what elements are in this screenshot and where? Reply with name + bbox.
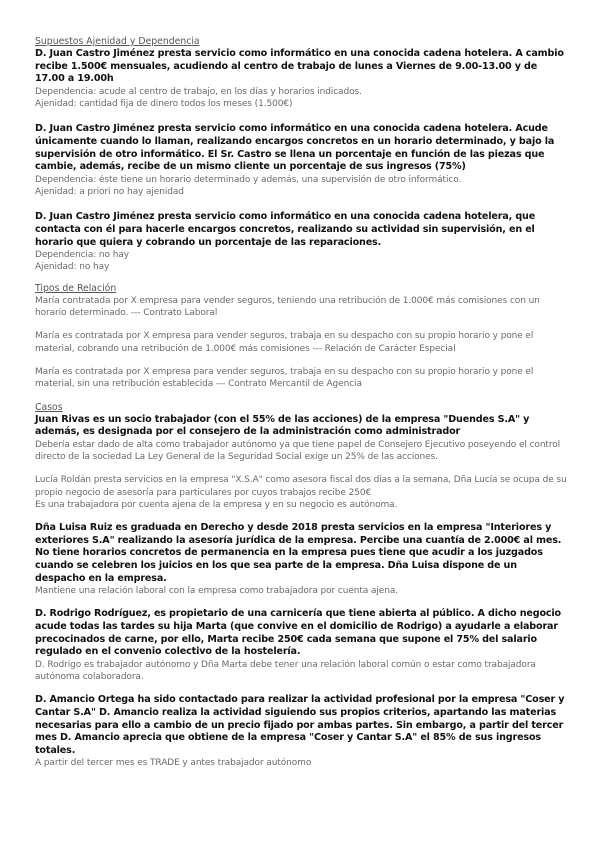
section-heading-tipos: Tipos de Relación (35, 282, 117, 294)
case-statement: D. Juan Castro Jiménez presta servicio como informático en una conocida cadena hotelera. Acude únicamente cuando lo llaman, realizando encargos concretos en un horario determinado, y bajo la supervisión de otro informático. El Sr. Castro se llena un porcentaje en función de las piezas que cambie, además, recibe de un mismo cliente un porcentaje de sus ingresos (75%) (35, 123, 555, 173)
case-dependencia: Dependencia: éste tiene un horario determinado y además, una supervisión de otro informático. (35, 174, 462, 185)
case-statement: D. Juan Castro Jiménez presta servicio como informático en una conocida cadena hotelera. A cambio recibe 1.500€ mensuales, acudiendo al centro de trabajo de lunes a Viernes de 9.00-13.00 y de 17.00 a 19.00h (35, 48, 564, 85)
case-statement: D. Juan Castro Jiménez presta servicio como informático en una conocida cadena hotelera, que contacta con él para hacerle encargos concretos, realizando su actividad sin supervisión, en el horario que quiera y cobrando un porcentaje de las reparaciones. (35, 211, 536, 248)
case-answer: D. Rodrigo es trabajador autónomo y Dña Marta debe tener una relación laboral común o estar como trabajadora autónoma colaboradora. (35, 659, 536, 683)
case-answer: A partir del tercer mes es TRADE y antes trabajador autónomo (35, 758, 312, 769)
case-statement-light: Lucía Roldán presta servicios en la empresa "X.S.A" como asesora fiscal dos días a la semana, Dña Lucía se ocupa de su propio negocio de asesoría para particulares por cuyos trabajos recibe 250€ (35, 475, 567, 498)
case-answer: Es una trabajadora por cuenta ajena de la empresa y en su negocio es autónoma. (35, 499, 398, 510)
document-page (35, 36, 567, 770)
relation-type-item: María es contratada por X empresa para vender seguros, trabaja en su despacho con su propio horario y pone el material, cobrando una retribución de 1.000€ más comisiones --- Relación de Carácter Especial (35, 331, 534, 354)
case-ajenidad: Ajenidad: cantidad fija de dinero todos los meses (1.500€) (35, 99, 293, 110)
case-statement: D. Amancio Ortega ha sido contactado para realizar la actividad profesional por la empresa "Coser y Cantar S.A" D. Amancio realiza la actividad siguiendo sus propios criterios, apartando las materias necesarias para ello a cambio de un precio fijado por ambas partes. Sin embargo, a partir del tercer mes D. Amancio aprecia que obtiene de la empresa "Coser y Cantar S.A" el 85% de sus ingresos totales. (35, 694, 565, 756)
case-answer: Debería estar dado de alta como trabajador autónomo ya que tiene papel de Consejero Ejecutivo poseyendo el control directo de la sociedad La Ley General de la Seguridad Social exige un 25% de las acciones. (35, 439, 561, 462)
case-answer: Mantiene una relación laboral con la empresa como trabajadora por cuenta ajena. (35, 586, 399, 597)
case-statement: Dña Luisa Ruiz es graduada en Derecho y desde 2018 presta servicios en la empresa "Interiores y exteriores S.A" realizando la asesoría jurídica de la empresa. Percibe una cuantía de 2.000€ al mes. No tiene horarios concretos de permanencia en la empresa pues tiene que acudir a los juzgados cuando se celebren los juicios en los que sea parte de la empresa. Dña Luisa dispone de un despacho en la empresa. (35, 522, 562, 584)
section-heading-supuestos: Supuestos Ajenidad y Dependencia (35, 36, 200, 47)
relation-type-item: María es contratada por X empresa para vender seguros, trabaja en su despacho con su propio horario y pone el material, sin una retribución establecida --- Contrato Mercantil de Agencia (35, 366, 534, 390)
case-ajenidad: Ajenidad: no hay (35, 262, 110, 273)
section-heading-casos: Casos (35, 401, 63, 413)
case-dependencia: Dependencia: no hay (35, 250, 129, 261)
case-dependencia: Dependencia: acude al centro de trabajo, en los días y horarios indicados. (35, 86, 362, 97)
relation-type-item: María contratada por X empresa para vender seguros, teniendo una retribución de 1.000€ más comisiones con un horario determinado. --- Contrato Laboral (35, 295, 540, 319)
case-ajenidad: Ajenidad: a priori no hay ajenidad (35, 187, 184, 198)
case-statement: D. Rodrigo Rodríguez, es propietario de una carnicería que tiene abierta al público. A dicho negocio acude todas las tardes su hija Marta (que convive en el domicilio de Rodrigo) a ayudarle a elaborar precocinados de carne, por ello, Marta recibe 250€ cada semana que supone el 75% del salario regulado en el convenio colectivo de la hostelería. (35, 608, 562, 658)
case-statement: Juan Rivas es un socio trabajador (con el 55% de las acciones) de la empresa "Duendes S.A" y además, es designada por el consejero de la administración como administrador (35, 413, 530, 438)
